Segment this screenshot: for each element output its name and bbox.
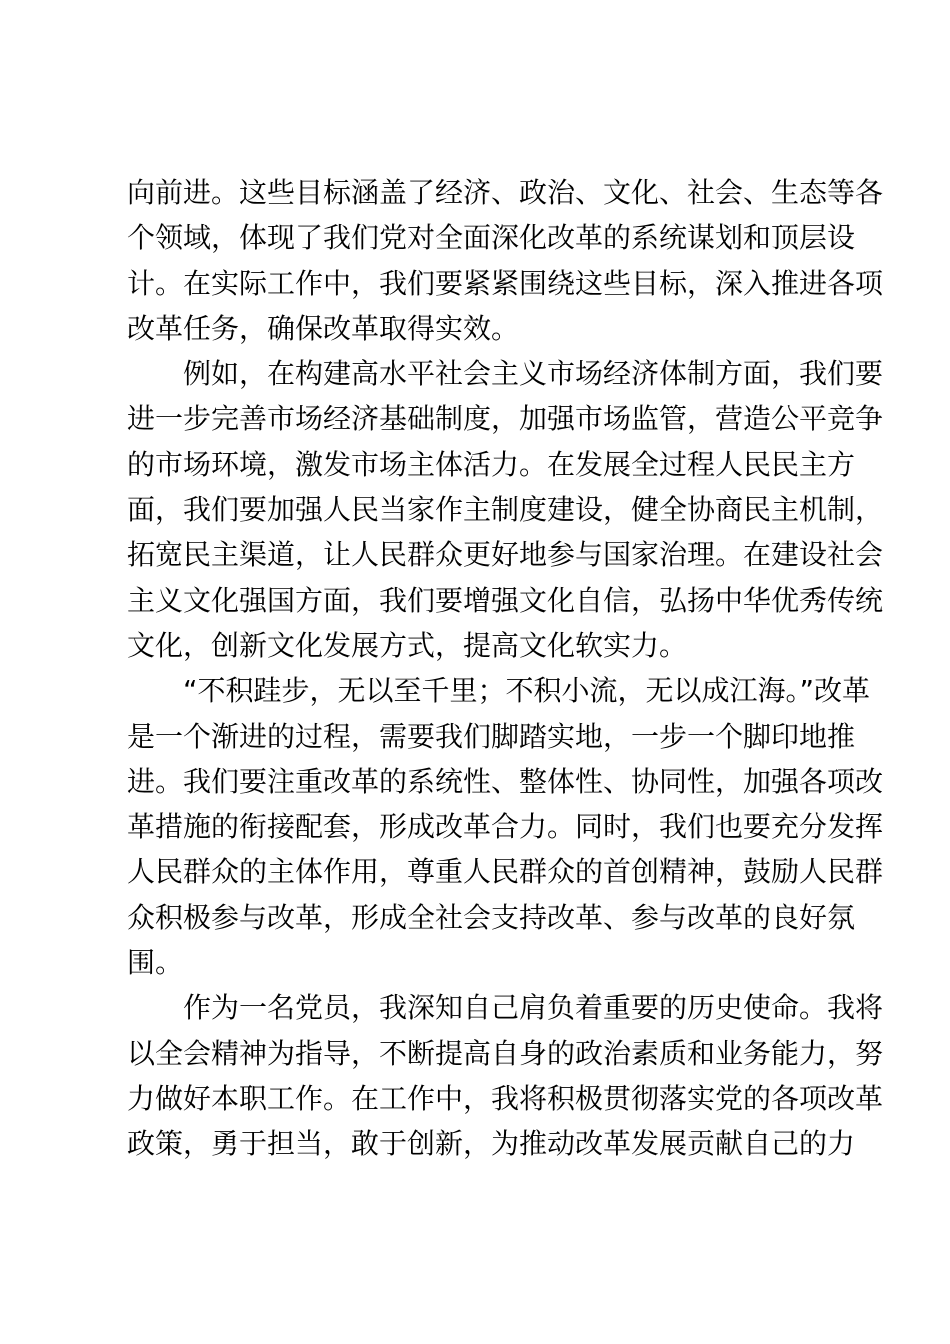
text-line: 进一步完善市场经济基础制度，加强市场监管，营造公平竞争 xyxy=(127,402,884,436)
text-line: 是一个渐进的过程，需要我们脚踏实地，一步一个脚印地推 xyxy=(127,719,856,753)
paragraph-3 xyxy=(127,668,884,985)
text-line: 的市场环境，激发市场主体活力。在发展全过程人民民主方 xyxy=(127,447,856,481)
text-line: 人民群众的主体作用，尊重人民群众的首创精神，鼓励人民群 xyxy=(127,855,884,889)
text-line: 革措施的衔接配套，形成改革合力。同时，我们也要充分发挥 xyxy=(127,810,884,844)
text-line: 主义文化强国方面，我们要增强文化自信，弘扬中华优秀传统 xyxy=(127,583,884,617)
paragraph-4 xyxy=(127,985,884,1166)
text-line: 政策，勇于担当，敢于创新，为推动改革发展贡献自己的力 xyxy=(127,1127,856,1161)
text-line: 拓宽民主渠道，让人民群众更好地参与国家治理。在建设社会 xyxy=(127,538,884,572)
text-line: 围。 xyxy=(127,946,184,980)
text-line: 以全会精神为指导，不断提高自身的政治素质和业务能力，努 xyxy=(127,1036,884,1070)
text-line: 力做好本职工作。在工作中，我将积极贯彻落实党的各项改革 xyxy=(127,1081,884,1115)
paragraph-1 xyxy=(127,170,884,351)
text-line: “不积跬步，无以至千里；不积小流，无以成江海。”改革 xyxy=(183,674,871,708)
document-body xyxy=(127,170,884,1167)
text-line: 个领域，体现了我们党对全面深化改革的系统谋划和顶层设 xyxy=(127,221,856,255)
text-line: 改革任务，确保改革取得实效。 xyxy=(127,311,520,345)
paragraph-2 xyxy=(127,351,884,668)
text-line: 面，我们要加强人民当家作主制度建设，健全协商民主机制， xyxy=(127,493,884,527)
text-line: 计。在实际工作中，我们要紧紧围绕这些目标，深入推进各项 xyxy=(127,266,884,300)
text-line: 进。我们要注重改革的系统性、整体性、协同性，加强各项改 xyxy=(127,764,884,798)
text-line: 例如，在构建高水平社会主义市场经济体制方面，我们要 xyxy=(183,357,884,391)
text-line: 众积极参与改革，形成全社会支持改革、参与改革的良好氛 xyxy=(127,900,856,934)
text-line: 文化，创新文化发展方式，提高文化软实力。 xyxy=(127,628,688,662)
text-line: 作为一名党员，我深知自己肩负着重要的历史使命。我将 xyxy=(183,991,884,1025)
text-line: 向前进。这些目标涵盖了经济、政治、文化、社会、生态等各 xyxy=(127,176,884,209)
